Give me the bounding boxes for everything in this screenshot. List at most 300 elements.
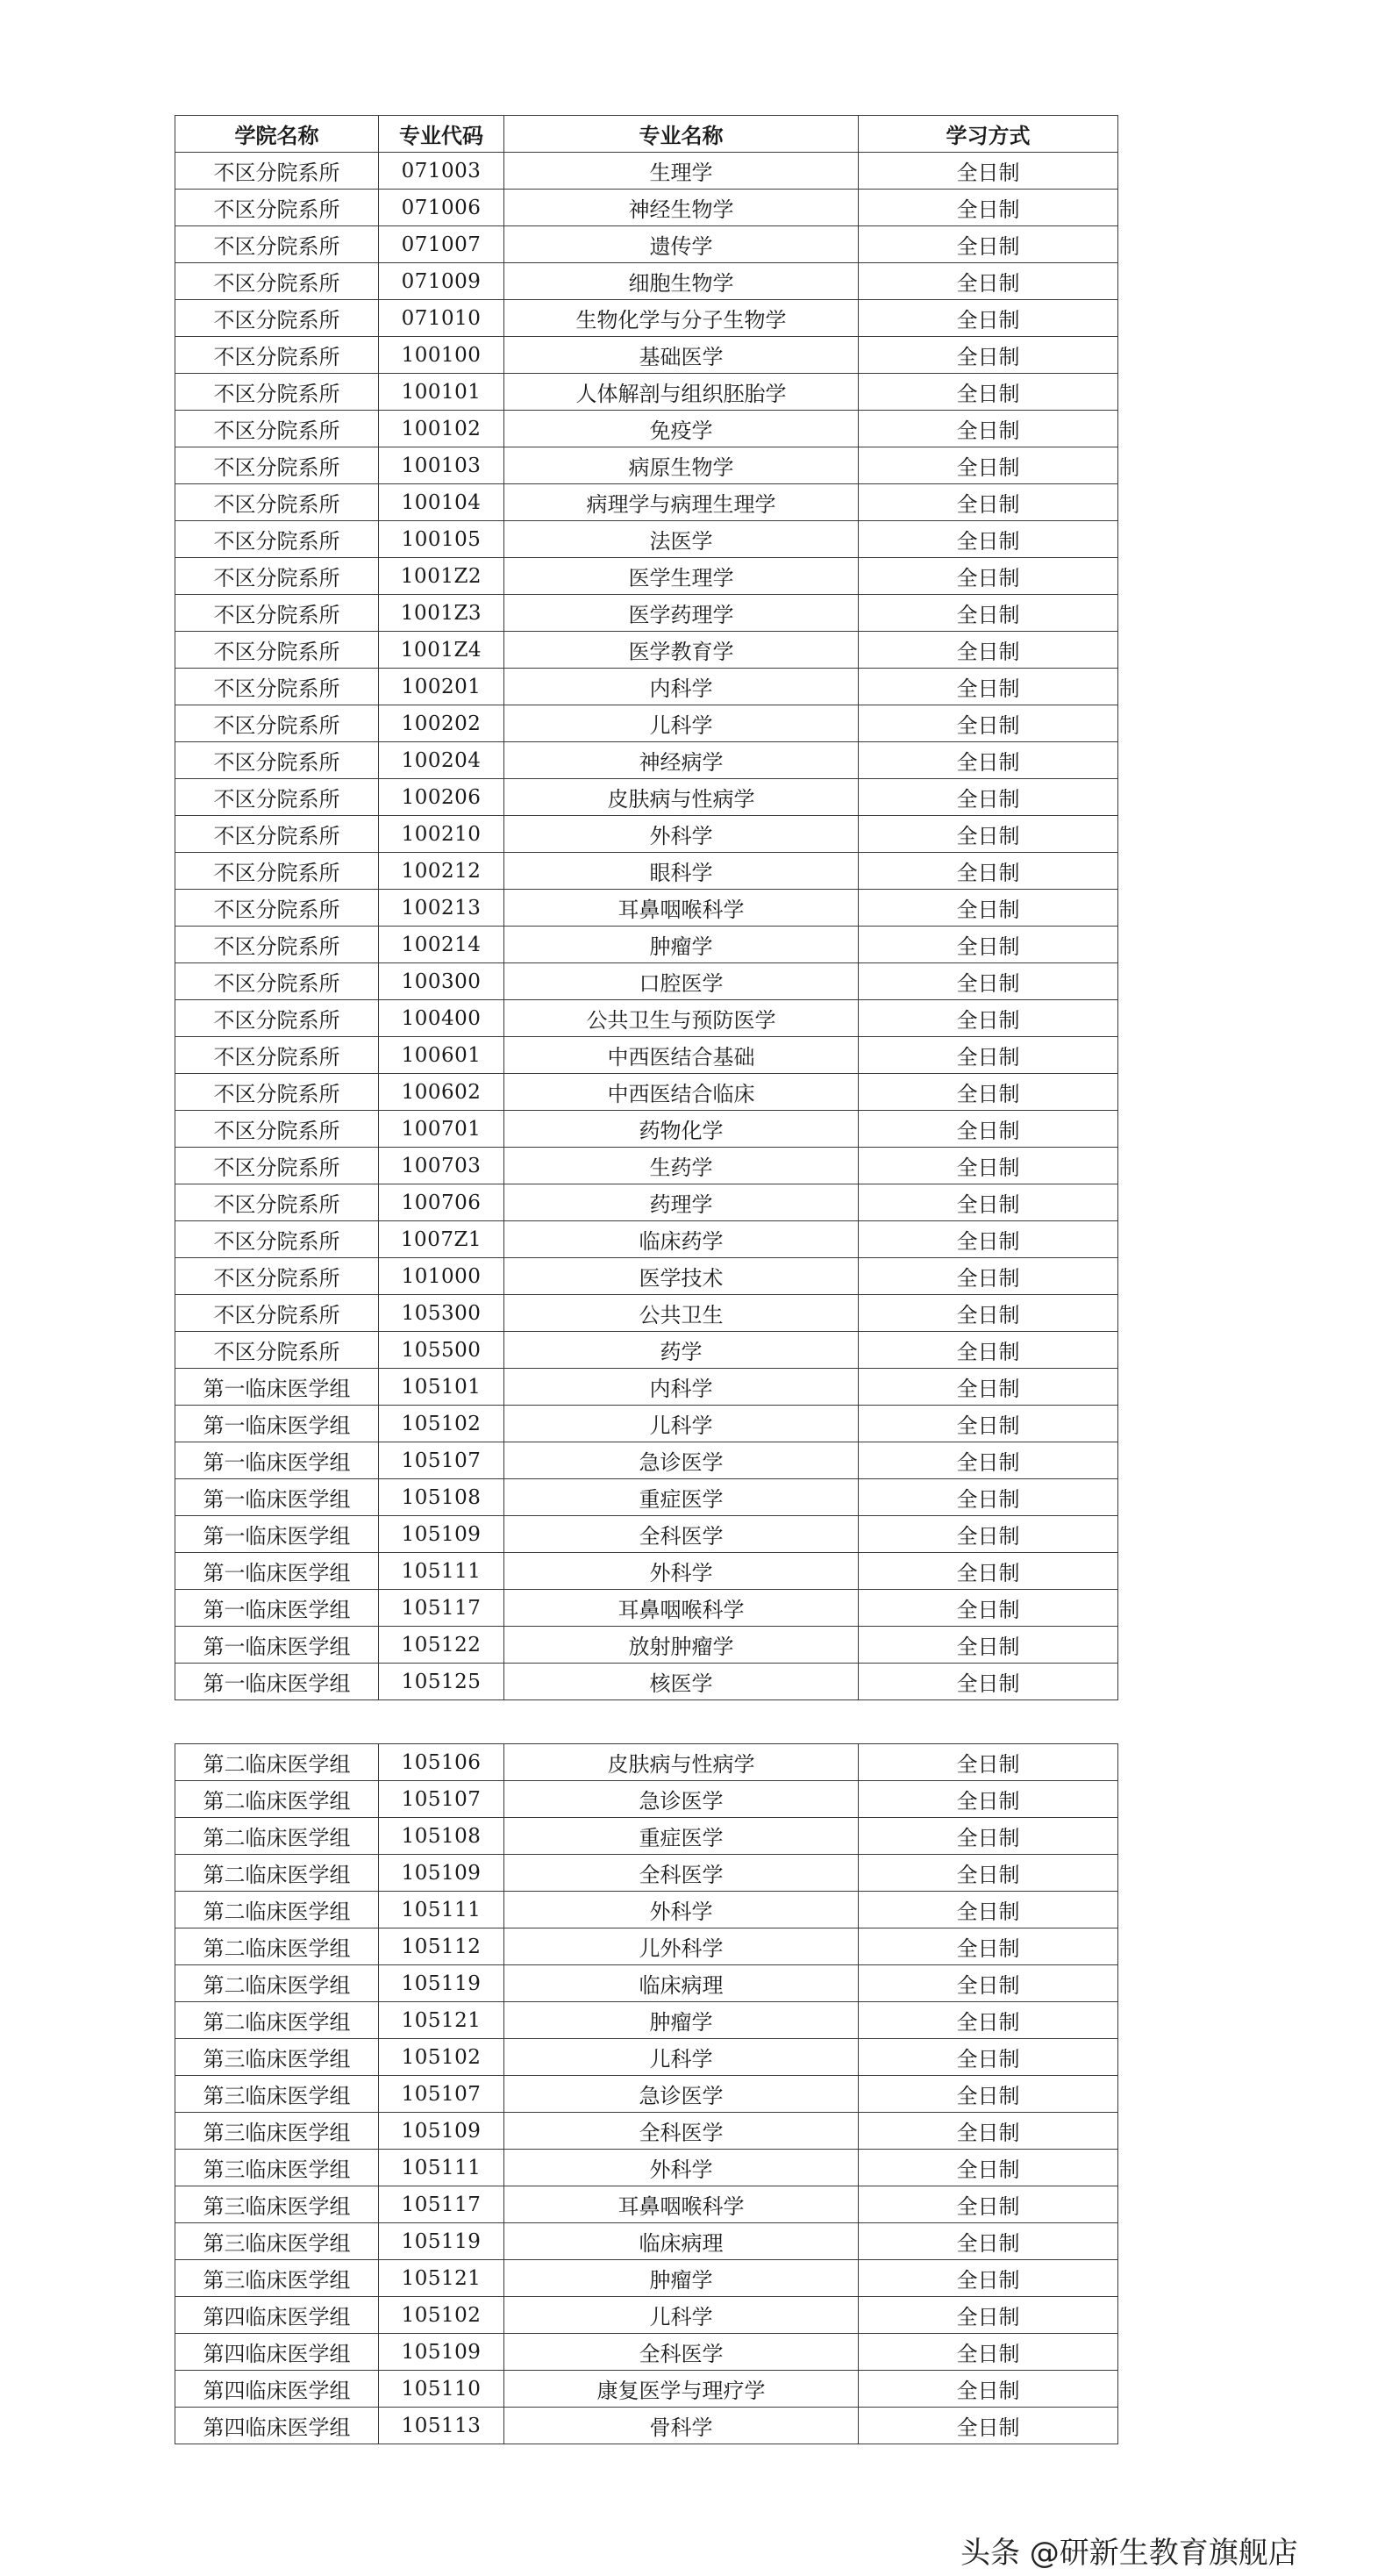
cell-major-code: 100103	[379, 447, 504, 484]
cell-college-name: 不区分院系所	[175, 1295, 379, 1332]
cell-major-name: 全科医学	[504, 1855, 859, 1892]
cell-major-code: 105110	[379, 2371, 504, 2408]
cell-major-code: 105125	[379, 1664, 504, 1700]
cell-college-name: 第一临床医学组	[175, 1516, 379, 1553]
cell-college-name: 不区分院系所	[175, 1184, 379, 1221]
header-major-code: 专业代码	[379, 116, 504, 153]
table-row	[175, 411, 1118, 447]
table-row	[175, 263, 1118, 300]
cell-college-name: 不区分院系所	[175, 1332, 379, 1369]
cell-major-code: 100400	[379, 1000, 504, 1037]
table-row	[175, 2150, 1118, 2186]
cell-college-name: 第二临床医学组	[175, 1744, 379, 1781]
cell-college-name: 不区分院系所	[175, 411, 379, 447]
cell-study-mode: 全日制	[859, 927, 1118, 963]
cell-major-code: 100102	[379, 411, 504, 447]
table-row	[175, 1553, 1118, 1590]
cell-major-code: 1001Z3	[379, 595, 504, 632]
table-row	[175, 1332, 1118, 1369]
cell-major-name: 眼科学	[504, 853, 859, 890]
table-row	[175, 153, 1118, 190]
cell-college-name: 不区分院系所	[175, 447, 379, 484]
cell-major-name: 肿瘤学	[504, 2002, 859, 2039]
table-row	[175, 2371, 1118, 2408]
cell-study-mode: 全日制	[859, 1892, 1118, 1928]
cell-major-code: 105119	[379, 1965, 504, 2002]
cell-major-name: 神经病学	[504, 742, 859, 779]
table-row	[175, 1627, 1118, 1664]
cell-major-name: 核医学	[504, 1664, 859, 1700]
cell-college-name: 不区分院系所	[175, 853, 379, 890]
cell-college-name: 第二临床医学组	[175, 1965, 379, 2002]
cell-major-name: 公共卫生	[504, 1295, 859, 1332]
cell-study-mode: 全日制	[859, 1148, 1118, 1184]
table-row	[175, 484, 1118, 521]
table-row	[175, 2260, 1118, 2297]
table-row	[175, 558, 1118, 595]
table-row	[175, 1369, 1118, 1406]
cell-college-name: 第二临床医学组	[175, 1892, 379, 1928]
cell-college-name: 第三临床医学组	[175, 2150, 379, 2186]
cell-major-name: 皮肤病与性病学	[504, 1744, 859, 1781]
cell-major-name: 重症医学	[504, 1818, 859, 1855]
cell-study-mode: 全日制	[859, 1818, 1118, 1855]
cell-college-name: 不区分院系所	[175, 779, 379, 816]
cell-college-name: 第三临床医学组	[175, 2076, 379, 2113]
cell-major-code: 105121	[379, 2260, 504, 2297]
table-row	[175, 1406, 1118, 1442]
table-row	[175, 669, 1118, 705]
cell-college-name: 第二临床医学组	[175, 2002, 379, 2039]
header-study-mode: 学习方式	[859, 116, 1118, 153]
cell-major-code: 105109	[379, 1516, 504, 1553]
cell-college-name: 不区分院系所	[175, 705, 379, 742]
table-row	[175, 779, 1118, 816]
cell-major-name: 免疫学	[504, 411, 859, 447]
cell-study-mode: 全日制	[859, 2334, 1118, 2371]
cell-major-name: 急诊医学	[504, 1781, 859, 1818]
cell-major-name: 内科学	[504, 1369, 859, 1406]
table-row	[175, 595, 1118, 632]
cell-study-mode: 全日制	[859, 484, 1118, 521]
cell-study-mode: 全日制	[859, 853, 1118, 890]
cell-major-code: 105111	[379, 2150, 504, 2186]
cell-major-code: 105107	[379, 1781, 504, 1818]
table-row	[175, 816, 1118, 853]
cell-college-name: 不区分院系所	[175, 300, 379, 337]
cell-major-name: 细胞生物学	[504, 263, 859, 300]
cell-major-code: 105113	[379, 2408, 504, 2444]
cell-major-name: 外科学	[504, 1892, 859, 1928]
cell-major-code: 100204	[379, 742, 504, 779]
cell-study-mode: 全日制	[859, 816, 1118, 853]
cell-study-mode: 全日制	[859, 2371, 1118, 2408]
table-row	[175, 1965, 1118, 2002]
cell-study-mode: 全日制	[859, 1111, 1118, 1148]
cell-study-mode: 全日制	[859, 1184, 1118, 1221]
cell-major-name: 儿科学	[504, 1406, 859, 1442]
cell-major-name: 病原生物学	[504, 447, 859, 484]
cell-major-name: 外科学	[504, 1553, 859, 1590]
cell-study-mode: 全日制	[859, 2002, 1118, 2039]
cell-major-name: 临床病理	[504, 1965, 859, 2002]
cell-major-code: 105102	[379, 2039, 504, 2076]
table-row	[175, 1000, 1118, 1037]
cell-study-mode: 全日制	[859, 2297, 1118, 2334]
cell-college-name: 不区分院系所	[175, 1074, 379, 1111]
cell-major-code: 105117	[379, 1590, 504, 1627]
cell-study-mode: 全日制	[859, 1479, 1118, 1516]
cell-major-code: 071006	[379, 190, 504, 226]
cell-study-mode: 全日制	[859, 1553, 1118, 1590]
majors-table-bottom	[175, 1743, 1118, 2444]
cell-study-mode: 全日制	[859, 890, 1118, 927]
cell-major-code: 105117	[379, 2186, 504, 2223]
table-row	[175, 2297, 1118, 2334]
cell-college-name: 第一临床医学组	[175, 1553, 379, 1590]
cell-major-code: 105300	[379, 1295, 504, 1332]
cell-study-mode: 全日制	[859, 1074, 1118, 1111]
table-row	[175, 1818, 1118, 1855]
cell-major-name: 神经生物学	[504, 190, 859, 226]
cell-major-code: 071007	[379, 226, 504, 263]
cell-major-code: 105109	[379, 1855, 504, 1892]
cell-major-code: 100601	[379, 1037, 504, 1074]
cell-major-name: 重症医学	[504, 1479, 859, 1516]
cell-study-mode: 全日制	[859, 1627, 1118, 1664]
cell-college-name: 第一临床医学组	[175, 1442, 379, 1479]
table-row	[175, 2076, 1118, 2113]
table-row	[175, 2408, 1118, 2444]
cell-college-name: 第二临床医学组	[175, 1855, 379, 1892]
table-row	[175, 1928, 1118, 1965]
cell-college-name: 不区分院系所	[175, 632, 379, 669]
table-row	[175, 1590, 1118, 1627]
table-row	[175, 1892, 1118, 1928]
cell-major-code: 105108	[379, 1818, 504, 1855]
cell-college-name: 第三临床医学组	[175, 2186, 379, 2223]
table-row	[175, 1664, 1118, 1700]
cell-study-mode: 全日制	[859, 411, 1118, 447]
cell-major-name: 医学教育学	[504, 632, 859, 669]
cell-major-name: 法医学	[504, 521, 859, 558]
cell-major-code: 105109	[379, 2334, 504, 2371]
cell-college-name: 不区分院系所	[175, 1037, 379, 1074]
header-college-name: 学院名称	[175, 116, 379, 153]
cell-study-mode: 全日制	[859, 742, 1118, 779]
cell-college-name: 第三临床医学组	[175, 2113, 379, 2150]
cell-major-code: 105101	[379, 1369, 504, 1406]
cell-study-mode: 全日制	[859, 521, 1118, 558]
cell-major-code: 105102	[379, 2297, 504, 2334]
cell-study-mode: 全日制	[859, 1332, 1118, 1369]
cell-major-name: 临床病理	[504, 2223, 859, 2260]
cell-major-name: 人体解剖与组织胚胎学	[504, 374, 859, 411]
cell-study-mode: 全日制	[859, 2113, 1118, 2150]
cell-major-name: 医学生理学	[504, 558, 859, 595]
cell-study-mode: 全日制	[859, 1855, 1118, 1892]
cell-college-name: 不区分院系所	[175, 226, 379, 263]
cell-major-name: 生药学	[504, 1148, 859, 1184]
table-row	[175, 963, 1118, 1000]
cell-major-code: 071003	[379, 153, 504, 190]
cell-study-mode: 全日制	[859, 2186, 1118, 2223]
cell-major-code: 1001Z4	[379, 632, 504, 669]
cell-major-code: 071009	[379, 263, 504, 300]
table-header-row	[175, 116, 1118, 153]
cell-study-mode: 全日制	[859, 337, 1118, 374]
table-row	[175, 521, 1118, 558]
table-row	[175, 1516, 1118, 1553]
cell-college-name: 不区分院系所	[175, 1148, 379, 1184]
cell-college-name: 不区分院系所	[175, 1111, 379, 1148]
cell-major-name: 中西医结合临床	[504, 1074, 859, 1111]
table-row	[175, 2113, 1118, 2150]
cell-major-name: 中西医结合基础	[504, 1037, 859, 1074]
cell-major-name: 儿外科学	[504, 1928, 859, 1965]
cell-major-name: 皮肤病与性病学	[504, 779, 859, 816]
cell-major-code: 1001Z2	[379, 558, 504, 595]
table-row	[175, 2186, 1118, 2223]
cell-study-mode: 全日制	[859, 1369, 1118, 1406]
cell-major-code: 100201	[379, 669, 504, 705]
cell-major-code: 071010	[379, 300, 504, 337]
cell-college-name: 第二临床医学组	[175, 1928, 379, 1965]
cell-major-name: 生理学	[504, 153, 859, 190]
cell-study-mode: 全日制	[859, 374, 1118, 411]
table-body-top	[175, 153, 1118, 1700]
table-row	[175, 742, 1118, 779]
header-major-name: 专业名称	[504, 116, 859, 153]
cell-major-code: 100214	[379, 927, 504, 963]
cell-major-code: 105122	[379, 1627, 504, 1664]
cell-college-name: 不区分院系所	[175, 190, 379, 226]
table-row	[175, 190, 1118, 226]
table-row	[175, 2334, 1118, 2371]
cell-major-code: 100300	[379, 963, 504, 1000]
cell-study-mode: 全日制	[859, 2150, 1118, 2186]
cell-study-mode: 全日制	[859, 2076, 1118, 2113]
cell-study-mode: 全日制	[859, 1781, 1118, 1818]
cell-college-name: 不区分院系所	[175, 890, 379, 927]
cell-major-name: 口腔医学	[504, 963, 859, 1000]
cell-study-mode: 全日制	[859, 190, 1118, 226]
cell-major-name: 耳鼻咽喉科学	[504, 2186, 859, 2223]
cell-study-mode: 全日制	[859, 1965, 1118, 2002]
cell-college-name: 不区分院系所	[175, 263, 379, 300]
cell-study-mode: 全日制	[859, 1442, 1118, 1479]
cell-college-name: 第二临床医学组	[175, 1781, 379, 1818]
cell-major-name: 临床药学	[504, 1221, 859, 1258]
cell-major-name: 生物化学与分子生物学	[504, 300, 859, 337]
cell-study-mode: 全日制	[859, 1000, 1118, 1037]
cell-study-mode: 全日制	[859, 1221, 1118, 1258]
cell-major-code: 105107	[379, 1442, 504, 1479]
cell-major-code: 100212	[379, 853, 504, 890]
cell-study-mode: 全日制	[859, 300, 1118, 337]
cell-study-mode: 全日制	[859, 2223, 1118, 2260]
cell-major-code: 100206	[379, 779, 504, 816]
cell-study-mode: 全日制	[859, 1664, 1118, 1700]
cell-major-name: 放射肿瘤学	[504, 1627, 859, 1664]
table-row	[175, 374, 1118, 411]
cell-college-name: 第三临床医学组	[175, 2260, 379, 2297]
cell-major-name: 全科医学	[504, 2334, 859, 2371]
cell-college-name: 不区分院系所	[175, 742, 379, 779]
cell-study-mode: 全日制	[859, 1744, 1118, 1781]
cell-major-code: 105119	[379, 2223, 504, 2260]
cell-major-code: 105107	[379, 2076, 504, 2113]
cell-study-mode: 全日制	[859, 632, 1118, 669]
cell-study-mode: 全日制	[859, 2260, 1118, 2297]
cell-major-name: 药理学	[504, 1184, 859, 1221]
cell-study-mode: 全日制	[859, 669, 1118, 705]
cell-major-code: 100602	[379, 1074, 504, 1111]
cell-college-name: 不区分院系所	[175, 521, 379, 558]
cell-major-code: 100701	[379, 1111, 504, 1148]
cell-college-name: 第一临床医学组	[175, 1590, 379, 1627]
cell-study-mode: 全日制	[859, 1928, 1118, 1965]
cell-major-name: 外科学	[504, 2150, 859, 2186]
majors-table-top	[175, 115, 1118, 1700]
cell-college-name: 不区分院系所	[175, 558, 379, 595]
cell-major-code: 105106	[379, 1744, 504, 1781]
table-body-bottom	[175, 1744, 1118, 2444]
table-row	[175, 705, 1118, 742]
table-row	[175, 1037, 1118, 1074]
cell-major-code: 101000	[379, 1258, 504, 1295]
watermark-text: 头条 @研新生教育旗舰店	[960, 2536, 1298, 2571]
table-row	[175, 226, 1118, 263]
cell-major-name: 肿瘤学	[504, 927, 859, 963]
cell-major-name: 全科医学	[504, 1516, 859, 1553]
table-row	[175, 890, 1118, 927]
cell-major-name: 基础医学	[504, 337, 859, 374]
cell-college-name: 第四临床医学组	[175, 2334, 379, 2371]
table-row	[175, 1258, 1118, 1295]
cell-college-name: 不区分院系所	[175, 669, 379, 705]
cell-major-code: 100703	[379, 1148, 504, 1184]
cell-study-mode: 全日制	[859, 705, 1118, 742]
cell-major-name: 医学技术	[504, 1258, 859, 1295]
cell-college-name: 第一临床医学组	[175, 1406, 379, 1442]
cell-major-name: 儿科学	[504, 2297, 859, 2334]
table-row	[175, 1295, 1118, 1332]
cell-study-mode: 全日制	[859, 1406, 1118, 1442]
cell-major-code: 1007Z1	[379, 1221, 504, 1258]
cell-college-name: 第二临床医学组	[175, 1818, 379, 1855]
table-row	[175, 1184, 1118, 1221]
table-row	[175, 1442, 1118, 1479]
cell-major-code: 105111	[379, 1553, 504, 1590]
cell-college-name: 第三临床医学组	[175, 2223, 379, 2260]
cell-college-name: 第四临床医学组	[175, 2371, 379, 2408]
cell-study-mode: 全日制	[859, 963, 1118, 1000]
table-row	[175, 1855, 1118, 1892]
cell-major-name: 耳鼻咽喉科学	[504, 1590, 859, 1627]
table-row	[175, 2039, 1118, 2076]
cell-college-name: 第一临床医学组	[175, 1627, 379, 1664]
table-row	[175, 1221, 1118, 1258]
cell-college-name: 不区分院系所	[175, 374, 379, 411]
cell-major-code: 100213	[379, 890, 504, 927]
cell-major-code: 105112	[379, 1928, 504, 1965]
cell-college-name: 不区分院系所	[175, 484, 379, 521]
cell-major-code: 105111	[379, 1892, 504, 1928]
cell-college-name: 第四临床医学组	[175, 2408, 379, 2444]
cell-college-name: 不区分院系所	[175, 153, 379, 190]
cell-major-code: 100104	[379, 484, 504, 521]
cell-major-name: 病理学与病理生理学	[504, 484, 859, 521]
cell-study-mode: 全日制	[859, 1258, 1118, 1295]
table-row	[175, 1074, 1118, 1111]
cell-major-code: 105500	[379, 1332, 504, 1369]
cell-study-mode: 全日制	[859, 779, 1118, 816]
cell-major-name: 康复医学与理疗学	[504, 2371, 859, 2408]
cell-major-name: 内科学	[504, 669, 859, 705]
table-row	[175, 1744, 1118, 1781]
cell-college-name: 第四临床医学组	[175, 2297, 379, 2334]
cell-major-code: 100101	[379, 374, 504, 411]
cell-study-mode: 全日制	[859, 2408, 1118, 2444]
cell-study-mode: 全日制	[859, 1037, 1118, 1074]
cell-major-name: 骨科学	[504, 2408, 859, 2444]
cell-major-name: 儿科学	[504, 2039, 859, 2076]
cell-major-name: 药物化学	[504, 1111, 859, 1148]
cell-study-mode: 全日制	[859, 447, 1118, 484]
table-row	[175, 1148, 1118, 1184]
table-row	[175, 853, 1118, 890]
cell-study-mode: 全日制	[859, 153, 1118, 190]
cell-major-name: 儿科学	[504, 705, 859, 742]
cell-study-mode: 全日制	[859, 263, 1118, 300]
cell-study-mode: 全日制	[859, 1590, 1118, 1627]
cell-study-mode: 全日制	[859, 558, 1118, 595]
cell-college-name: 不区分院系所	[175, 927, 379, 963]
cell-major-code: 105102	[379, 1406, 504, 1442]
table-row	[175, 1111, 1118, 1148]
cell-major-name: 外科学	[504, 816, 859, 853]
table-row	[175, 2223, 1118, 2260]
cell-major-name: 耳鼻咽喉科学	[504, 890, 859, 927]
cell-college-name: 不区分院系所	[175, 816, 379, 853]
table-row	[175, 1479, 1118, 1516]
cell-major-code: 105121	[379, 2002, 504, 2039]
cell-study-mode: 全日制	[859, 595, 1118, 632]
cell-major-code: 100105	[379, 521, 504, 558]
cell-major-name: 药学	[504, 1332, 859, 1369]
cell-major-code: 100210	[379, 816, 504, 853]
cell-college-name: 不区分院系所	[175, 595, 379, 632]
cell-college-name: 不区分院系所	[175, 963, 379, 1000]
cell-major-name: 急诊医学	[504, 2076, 859, 2113]
table-row	[175, 927, 1118, 963]
cell-major-code: 105108	[379, 1479, 504, 1516]
cell-college-name: 第一临床医学组	[175, 1664, 379, 1700]
cell-college-name: 第一临床医学组	[175, 1479, 379, 1516]
cell-college-name: 不区分院系所	[175, 1258, 379, 1295]
cell-study-mode: 全日制	[859, 1516, 1118, 1553]
cell-college-name: 不区分院系所	[175, 337, 379, 374]
cell-major-name: 全科医学	[504, 2113, 859, 2150]
cell-college-name: 不区分院系所	[175, 1000, 379, 1037]
cell-major-name: 公共卫生与预防医学	[504, 1000, 859, 1037]
cell-major-name: 肿瘤学	[504, 2260, 859, 2297]
cell-major-code: 100100	[379, 337, 504, 374]
cell-study-mode: 全日制	[859, 226, 1118, 263]
cell-college-name: 第三临床医学组	[175, 2039, 379, 2076]
cell-college-name: 不区分院系所	[175, 1221, 379, 1258]
